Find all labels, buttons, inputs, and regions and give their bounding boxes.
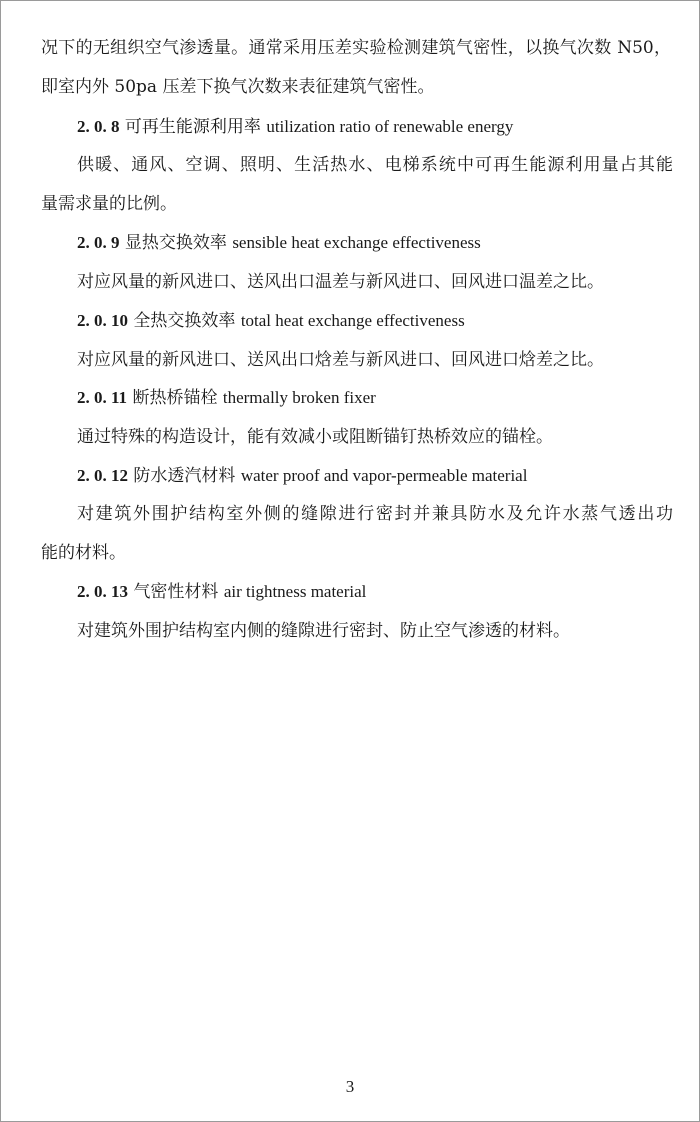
term-english: water proof and vapor-permeable material	[240, 466, 528, 485]
term-heading	[77, 581, 673, 603]
term-english: sensible heat exchange effectiveness	[232, 233, 481, 252]
definition-line: 供暖、通风、空调、照明、生活热水、电梯系统中可再生能源利用量占其能	[77, 155, 673, 175]
term-number: 2. 0. 12	[77, 466, 128, 485]
definition-line: 对应风量的新风进口、送风出口焓差与新风进口、回风进口焓差之比。	[77, 350, 604, 370]
term-english: utilization ratio of renewable energy	[266, 117, 514, 136]
term-heading	[77, 465, 673, 487]
term-chinese: 显热交换效率	[124, 233, 227, 253]
term-english: total heat exchange effectiveness	[240, 311, 465, 330]
term-english: thermally broken fixer	[222, 388, 376, 407]
page-number: 3	[345, 1077, 355, 1096]
term-number: 2. 0. 9	[77, 233, 120, 252]
definition-line: 对建筑外围护结构室内侧的缝隙进行密封、防止空气渗透的材料。	[77, 621, 570, 641]
term-english: air tightness material	[223, 582, 367, 601]
definition-line: 能的材料。	[41, 543, 126, 563]
definition-line: 对应风量的新风进口、送风出口温差与新风进口、回风进口温差之比。	[77, 272, 604, 292]
term-number: 2. 0. 13	[77, 582, 128, 601]
term-heading	[77, 116, 673, 138]
term-chinese: 断热桥锚栓	[132, 388, 218, 408]
paragraph-line: 况下的无组织空气渗透量。通常采用压差实验检测建筑气密性，以换气次数 N50，	[41, 38, 671, 58]
term-number: 2. 0. 11	[77, 388, 128, 407]
term-chinese: 防水透汽材料	[133, 466, 236, 486]
paragraph-line: 即室内外 50pa 压差下换气次数来表征建筑气密性。	[41, 77, 435, 97]
term-heading	[77, 387, 673, 409]
definition-line: 量需求量的比例。	[41, 194, 177, 214]
definition-line: 通过特殊的构造设计，能有效减小或阻断锚钉热桥效应的锚栓。	[77, 427, 553, 447]
term-heading	[77, 232, 673, 254]
term-chinese: 可再生能源利用率	[124, 117, 261, 137]
term-chinese: 全热交换效率	[133, 311, 236, 331]
term-number: 2. 0. 10	[77, 311, 128, 330]
term-heading	[77, 310, 673, 332]
term-number: 2. 0. 8	[77, 117, 120, 136]
term-chinese: 气密性材料	[133, 582, 219, 602]
definition-line: 对建筑外围护结构室外侧的缝隙进行密封并兼具防水及允许水蒸气透出功	[77, 504, 673, 524]
